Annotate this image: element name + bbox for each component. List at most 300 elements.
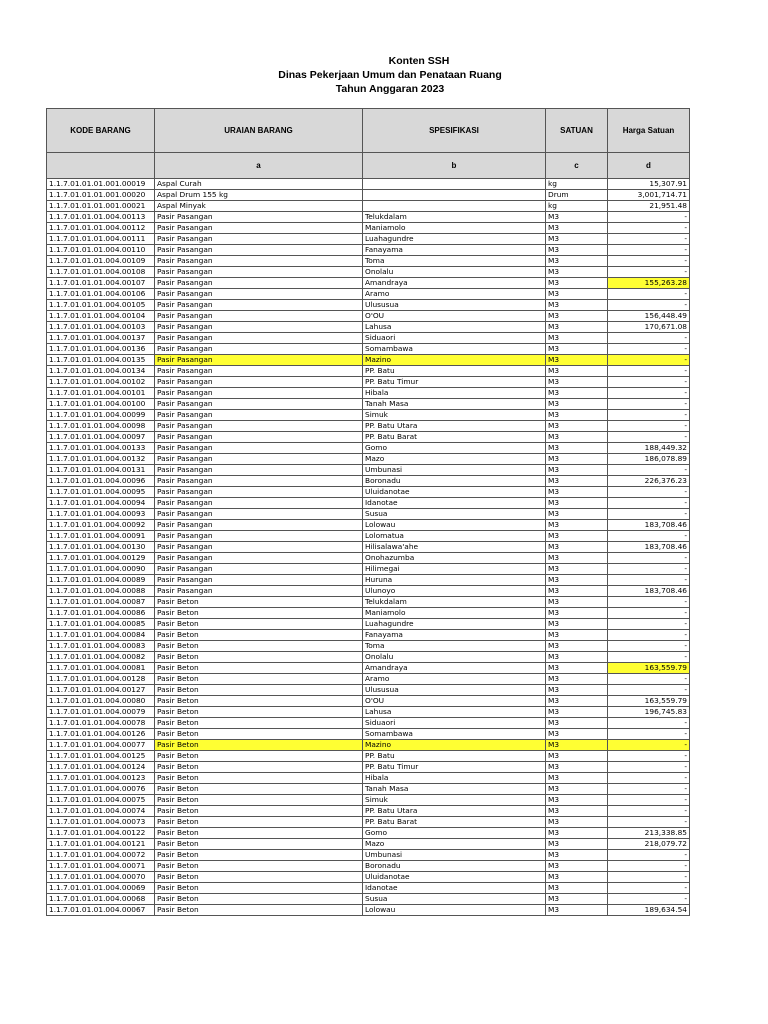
cell-harga: 15,307.91	[608, 179, 690, 190]
cell-satuan: M3	[546, 872, 608, 883]
column-letter-harga: d	[608, 153, 690, 179]
cell-uraian: Pasir Pasangan	[155, 487, 363, 498]
cell-satuan: M3	[546, 564, 608, 575]
table-row	[47, 619, 690, 630]
cell-uraian: Pasir Pasangan	[155, 531, 363, 542]
table-row	[47, 861, 690, 872]
document-header	[0, 54, 768, 96]
cell-kode: 1.1.7.01.01.01.004.00081	[47, 663, 155, 674]
cell-spesifikasi: Aramo	[363, 289, 546, 300]
cell-spesifikasi: PP. Batu Timur	[363, 762, 546, 773]
table-row	[47, 421, 690, 432]
cell-kode: 1.1.7.01.01.01.004.00110	[47, 245, 155, 256]
table-row	[47, 432, 690, 443]
cell-kode: 1.1.7.01.01.01.004.00071	[47, 861, 155, 872]
cell-uraian: Pasir Pasangan	[155, 344, 363, 355]
cell-kode: 1.1.7.01.01.01.004.00102	[47, 377, 155, 388]
cell-kode: 1.1.7.01.01.01.004.00098	[47, 421, 155, 432]
cell-uraian: Aspal Curah	[155, 179, 363, 190]
table-row	[47, 399, 690, 410]
table-body	[47, 179, 690, 916]
cell-kode: 1.1.7.01.01.01.004.00104	[47, 311, 155, 322]
cell-kode: 1.1.7.01.01.01.004.00133	[47, 443, 155, 454]
cell-satuan: M3	[546, 498, 608, 509]
cell-harga: -	[608, 333, 690, 344]
cell-spesifikasi: Hibala	[363, 388, 546, 399]
cell-spesifikasi: Hilisalawa'ahe	[363, 542, 546, 553]
cell-satuan: M3	[546, 762, 608, 773]
table-row	[47, 828, 690, 839]
ssh-price-table	[46, 108, 690, 916]
table-row	[47, 729, 690, 740]
cell-spesifikasi: Boronadu	[363, 476, 546, 487]
cell-uraian: Pasir Pasangan	[155, 542, 363, 553]
cell-spesifikasi: Somambawa	[363, 344, 546, 355]
cell-satuan: M3	[546, 773, 608, 784]
cell-harga: -	[608, 751, 690, 762]
table-row	[47, 190, 690, 201]
table-row	[47, 355, 690, 366]
cell-satuan: M3	[546, 795, 608, 806]
table-row	[47, 443, 690, 454]
cell-spesifikasi: Mazo	[363, 839, 546, 850]
table-row	[47, 652, 690, 663]
cell-satuan: M3	[546, 707, 608, 718]
cell-satuan: M3	[546, 487, 608, 498]
cell-harga: -	[608, 245, 690, 256]
cell-uraian: Pasir Beton	[155, 894, 363, 905]
cell-satuan: M3	[546, 784, 608, 795]
column-header-row	[47, 109, 690, 153]
cell-uraian: Pasir Pasangan	[155, 333, 363, 344]
cell-harga: -	[608, 861, 690, 872]
cell-spesifikasi: Lolowau	[363, 905, 546, 916]
cell-spesifikasi: Ulususua	[363, 685, 546, 696]
cell-kode: 1.1.7.01.01.01.004.00112	[47, 223, 155, 234]
cell-kode: 1.1.7.01.01.01.004.00122	[47, 828, 155, 839]
table-row	[47, 344, 690, 355]
cell-spesifikasi: Ulunoyo	[363, 586, 546, 597]
cell-uraian: Pasir Beton	[155, 619, 363, 630]
cell-spesifikasi: Mazino	[363, 740, 546, 751]
cell-harga: -	[608, 256, 690, 267]
cell-satuan: M3	[546, 608, 608, 619]
cell-uraian: Pasir Beton	[155, 872, 363, 883]
cell-kode: 1.1.7.01.01.01.004.00111	[47, 234, 155, 245]
cell-kode: 1.1.7.01.01.01.004.00132	[47, 454, 155, 465]
cell-spesifikasi: Tanah Masa	[363, 784, 546, 795]
cell-spesifikasi: Ulususua	[363, 300, 546, 311]
cell-harga: 183,708.46	[608, 586, 690, 597]
cell-uraian: Pasir Pasangan	[155, 377, 363, 388]
cell-uraian: Pasir Beton	[155, 839, 363, 850]
cell-spesifikasi: PP. Batu Barat	[363, 817, 546, 828]
cell-satuan: M3	[546, 729, 608, 740]
cell-satuan: M3	[546, 586, 608, 597]
table-row	[47, 740, 690, 751]
table-row	[47, 564, 690, 575]
cell-uraian: Pasir Pasangan	[155, 300, 363, 311]
cell-satuan: M3	[546, 344, 608, 355]
table-row	[47, 674, 690, 685]
cell-satuan: M3	[546, 850, 608, 861]
table-row	[47, 817, 690, 828]
cell-harga: -	[608, 773, 690, 784]
cell-satuan: M3	[546, 652, 608, 663]
cell-spesifikasi: Boronadu	[363, 861, 546, 872]
cell-uraian: Pasir Pasangan	[155, 223, 363, 234]
cell-harga: 186,078.89	[608, 454, 690, 465]
table-row	[47, 762, 690, 773]
cell-spesifikasi	[363, 190, 546, 201]
column-letter-row	[47, 153, 690, 179]
cell-harga: 189,634.54	[608, 905, 690, 916]
cell-spesifikasi: Uluidanotae	[363, 487, 546, 498]
cell-kode: 1.1.7.01.01.01.004.00085	[47, 619, 155, 630]
cell-uraian: Pasir Beton	[155, 740, 363, 751]
cell-kode: 1.1.7.01.01.01.004.00079	[47, 707, 155, 718]
cell-harga: -	[608, 872, 690, 883]
document-title: Konten SSH	[388, 55, 450, 67]
cell-satuan: M3	[546, 553, 608, 564]
cell-harga: -	[608, 509, 690, 520]
cell-harga: -	[608, 465, 690, 476]
cell-satuan: M3	[546, 278, 608, 289]
cell-spesifikasi: Lolomatua	[363, 531, 546, 542]
cell-kode: 1.1.7.01.01.01.004.00109	[47, 256, 155, 267]
cell-uraian: Pasir Pasangan	[155, 234, 363, 245]
cell-spesifikasi: PP. Batu	[363, 366, 546, 377]
cell-satuan: M3	[546, 751, 608, 762]
table-row	[47, 894, 690, 905]
cell-uraian: Aspal Minyak	[155, 201, 363, 212]
cell-spesifikasi: Telukdalam	[363, 212, 546, 223]
cell-spesifikasi: Fanayama	[363, 630, 546, 641]
cell-harga: -	[608, 498, 690, 509]
cell-satuan: M3	[546, 828, 608, 839]
cell-harga: -	[608, 553, 690, 564]
column-letter-spesifikasi: b	[363, 153, 546, 179]
cell-spesifikasi: Somambawa	[363, 729, 546, 740]
cell-harga: -	[608, 223, 690, 234]
table-row	[47, 663, 690, 674]
cell-satuan: M3	[546, 366, 608, 377]
cell-satuan: M3	[546, 289, 608, 300]
cell-kode: 1.1.7.01.01.01.004.00088	[47, 586, 155, 597]
cell-satuan: M3	[546, 894, 608, 905]
cell-satuan: M3	[546, 421, 608, 432]
cell-harga: 170,671.08	[608, 322, 690, 333]
cell-satuan: Drum	[546, 190, 608, 201]
cell-kode: 1.1.7.01.01.01.004.00113	[47, 212, 155, 223]
cell-harga: -	[608, 652, 690, 663]
cell-uraian: Pasir Pasangan	[155, 410, 363, 421]
cell-harga: -	[608, 410, 690, 421]
cell-uraian: Pasir Beton	[155, 817, 363, 828]
cell-uraian: Pasir Pasangan	[155, 443, 363, 454]
cell-uraian: Pasir Pasangan	[155, 289, 363, 300]
cell-spesifikasi: Toma	[363, 641, 546, 652]
cell-kode: 1.1.7.01.01.01.004.00070	[47, 872, 155, 883]
cell-harga: -	[608, 894, 690, 905]
cell-spesifikasi: Fanayama	[363, 245, 546, 256]
cell-uraian: Pasir Beton	[155, 641, 363, 652]
cell-spesifikasi	[363, 201, 546, 212]
cell-harga: 156,448.49	[608, 311, 690, 322]
cell-spesifikasi: PP. Batu Utara	[363, 421, 546, 432]
cell-uraian: Pasir Beton	[155, 696, 363, 707]
table-row	[47, 300, 690, 311]
cell-satuan: M3	[546, 454, 608, 465]
cell-harga: -	[608, 630, 690, 641]
table-row	[47, 707, 690, 718]
cell-kode: 1.1.7.01.01.01.004.00092	[47, 520, 155, 531]
cell-satuan: M3	[546, 883, 608, 894]
cell-uraian: Pasir Beton	[155, 773, 363, 784]
cell-harga: 183,708.46	[608, 520, 690, 531]
cell-kode: 1.1.7.01.01.01.004.00072	[47, 850, 155, 861]
cell-kode: 1.1.7.01.01.01.004.00087	[47, 597, 155, 608]
cell-satuan: M3	[546, 905, 608, 916]
table-row	[47, 597, 690, 608]
cell-uraian: Pasir Beton	[155, 861, 363, 872]
cell-uraian: Pasir Beton	[155, 630, 363, 641]
table-row	[47, 487, 690, 498]
cell-kode: 1.1.7.01.01.01.004.00137	[47, 333, 155, 344]
table-row	[47, 806, 690, 817]
cell-harga: -	[608, 564, 690, 575]
cell-kode: 1.1.7.01.01.01.004.00100	[47, 399, 155, 410]
table-row	[47, 388, 690, 399]
cell-kode: 1.1.7.01.01.01.004.00130	[47, 542, 155, 553]
table-row	[47, 377, 690, 388]
cell-uraian: Pasir Beton	[155, 784, 363, 795]
table-row	[47, 531, 690, 542]
table-row	[47, 795, 690, 806]
table-row	[47, 641, 690, 652]
cell-harga: -	[608, 531, 690, 542]
cell-kode: 1.1.7.01.01.01.004.00106	[47, 289, 155, 300]
cell-spesifikasi: Maniamolo	[363, 223, 546, 234]
column-header-spesifikasi: SPESIFIKASI	[363, 109, 546, 153]
cell-satuan: M3	[546, 223, 608, 234]
cell-satuan: M3	[546, 740, 608, 751]
cell-satuan: M3	[546, 212, 608, 223]
table-row	[47, 696, 690, 707]
cell-satuan: M3	[546, 641, 608, 652]
cell-uraian: Pasir Pasangan	[155, 245, 363, 256]
cell-kode: 1.1.7.01.01.01.004.00077	[47, 740, 155, 751]
cell-satuan: M3	[546, 322, 608, 333]
cell-kode: 1.1.7.01.01.01.004.00068	[47, 894, 155, 905]
table-row	[47, 784, 690, 795]
cell-satuan: kg	[546, 179, 608, 190]
cell-satuan: M3	[546, 388, 608, 399]
table-row	[47, 630, 690, 641]
cell-spesifikasi: Amandraya	[363, 663, 546, 674]
table-row	[47, 366, 690, 377]
table-row	[47, 234, 690, 245]
column-letter-uraian: a	[155, 153, 363, 179]
cell-satuan: M3	[546, 630, 608, 641]
table-row	[47, 586, 690, 597]
table-row	[47, 223, 690, 234]
cell-kode: 1.1.7.01.01.01.004.00105	[47, 300, 155, 311]
cell-spesifikasi	[363, 179, 546, 190]
table-row	[47, 553, 690, 564]
cell-harga: 183,708.46	[608, 542, 690, 553]
cell-uraian: Pasir Beton	[155, 729, 363, 740]
cell-harga: 188,449.32	[608, 443, 690, 454]
cell-uraian: Pasir Beton	[155, 707, 363, 718]
table-row	[47, 872, 690, 883]
cell-satuan: M3	[546, 509, 608, 520]
cell-satuan: M3	[546, 443, 608, 454]
cell-kode: 1.1.7.01.01.01.004.00128	[47, 674, 155, 685]
column-header-satuan: SATUAN	[546, 109, 608, 153]
cell-harga: -	[608, 784, 690, 795]
cell-satuan: M3	[546, 234, 608, 245]
cell-spesifikasi: Amandraya	[363, 278, 546, 289]
cell-satuan: kg	[546, 201, 608, 212]
table-row	[47, 410, 690, 421]
cell-uraian: Pasir Beton	[155, 762, 363, 773]
cell-spesifikasi: Gomo	[363, 828, 546, 839]
cell-harga: -	[608, 344, 690, 355]
cell-harga: -	[608, 608, 690, 619]
cell-uraian: Pasir Beton	[155, 718, 363, 729]
document-year: Tahun Anggaran 2023	[335, 83, 445, 95]
cell-kode: 1.1.7.01.01.01.004.00095	[47, 487, 155, 498]
table-row	[47, 718, 690, 729]
cell-spesifikasi: Mazo	[363, 454, 546, 465]
cell-kode: 1.1.7.01.01.01.004.00091	[47, 531, 155, 542]
cell-spesifikasi: Susua	[363, 894, 546, 905]
cell-spesifikasi: PP. Batu	[363, 751, 546, 762]
column-letter-satuan: c	[546, 153, 608, 179]
cell-harga: -	[608, 795, 690, 806]
cell-satuan: M3	[546, 399, 608, 410]
cell-uraian: Pasir Beton	[155, 608, 363, 619]
cell-uraian: Pasir Beton	[155, 652, 363, 663]
cell-spesifikasi: Siduaori	[363, 718, 546, 729]
cell-harga: -	[608, 740, 690, 751]
cell-satuan: M3	[546, 861, 608, 872]
cell-spesifikasi: PP. Batu Utara	[363, 806, 546, 817]
cell-kode: 1.1.7.01.01.01.004.00084	[47, 630, 155, 641]
cell-satuan: M3	[546, 575, 608, 586]
cell-harga: -	[608, 685, 690, 696]
cell-uraian: Pasir Beton	[155, 795, 363, 806]
cell-uraian: Pasir Beton	[155, 905, 363, 916]
table-row	[47, 542, 690, 553]
cell-spesifikasi: Simuk	[363, 410, 546, 421]
table-row	[47, 267, 690, 278]
cell-satuan: M3	[546, 267, 608, 278]
cell-spesifikasi: Simuk	[363, 795, 546, 806]
cell-uraian: Pasir Beton	[155, 597, 363, 608]
cell-spesifikasi: Idanotae	[363, 883, 546, 894]
cell-harga: -	[608, 729, 690, 740]
cell-kode: 1.1.7.01.01.01.004.00086	[47, 608, 155, 619]
cell-spesifikasi: Luahagundre	[363, 619, 546, 630]
cell-kode: 1.1.7.01.01.01.004.00108	[47, 267, 155, 278]
table-row	[47, 685, 690, 696]
cell-uraian: Pasir Pasangan	[155, 432, 363, 443]
table-row	[47, 520, 690, 531]
cell-uraian: Pasir Pasangan	[155, 421, 363, 432]
cell-spesifikasi: Onolalu	[363, 267, 546, 278]
table-row	[47, 476, 690, 487]
cell-uraian: Pasir Beton	[155, 850, 363, 861]
cell-harga: 3,001,714.71	[608, 190, 690, 201]
cell-uraian: Pasir Pasangan	[155, 509, 363, 520]
cell-satuan: M3	[546, 685, 608, 696]
cell-spesifikasi: Maniamolo	[363, 608, 546, 619]
table-row	[47, 850, 690, 861]
table-row	[47, 839, 690, 850]
cell-uraian: Pasir Pasangan	[155, 311, 363, 322]
cell-spesifikasi: Aramo	[363, 674, 546, 685]
cell-kode: 1.1.7.01.01.01.004.00074	[47, 806, 155, 817]
cell-kode: 1.1.7.01.01.01.004.00121	[47, 839, 155, 850]
table-row	[47, 311, 690, 322]
cell-harga: -	[608, 487, 690, 498]
cell-kode: 1.1.7.01.01.01.001.00020	[47, 190, 155, 201]
cell-satuan: M3	[546, 333, 608, 344]
cell-kode: 1.1.7.01.01.01.004.00073	[47, 817, 155, 828]
cell-spesifikasi: Tanah Masa	[363, 399, 546, 410]
cell-harga: -	[608, 399, 690, 410]
table-row	[47, 454, 690, 465]
cell-kode: 1.1.7.01.01.01.004.00093	[47, 509, 155, 520]
cell-satuan: M3	[546, 245, 608, 256]
cell-satuan: M3	[546, 432, 608, 443]
table-row	[47, 201, 690, 212]
cell-harga: -	[608, 762, 690, 773]
cell-harga: -	[608, 883, 690, 894]
cell-harga: -	[608, 641, 690, 652]
cell-spesifikasi: O'OU	[363, 696, 546, 707]
cell-spesifikasi: Onohazumba	[363, 553, 546, 564]
cell-satuan: M3	[546, 300, 608, 311]
cell-uraian: Aspal Drum 155 kg	[155, 190, 363, 201]
cell-uraian: Pasir Pasangan	[155, 476, 363, 487]
cell-harga: -	[608, 575, 690, 586]
cell-uraian: Pasir Pasangan	[155, 465, 363, 476]
cell-spesifikasi: Luahagundre	[363, 234, 546, 245]
cell-uraian: Pasir Pasangan	[155, 454, 363, 465]
cell-kode: 1.1.7.01.01.01.004.00075	[47, 795, 155, 806]
cell-satuan: M3	[546, 542, 608, 553]
cell-uraian: Pasir Pasangan	[155, 498, 363, 509]
cell-uraian: Pasir Pasangan	[155, 267, 363, 278]
cell-satuan: M3	[546, 531, 608, 542]
cell-uraian: Pasir Pasangan	[155, 366, 363, 377]
cell-spesifikasi: Idanotae	[363, 498, 546, 509]
cell-uraian: Pasir Beton	[155, 751, 363, 762]
column-header-kode: KODE BARANG	[47, 109, 155, 153]
cell-harga: -	[608, 674, 690, 685]
cell-kode: 1.1.7.01.01.01.004.00129	[47, 553, 155, 564]
cell-harga: 163,559.79	[608, 696, 690, 707]
cell-uraian: Pasir Pasangan	[155, 322, 363, 333]
cell-spesifikasi: Lolowau	[363, 520, 546, 531]
cell-satuan: M3	[546, 410, 608, 421]
cell-spesifikasi: Gomo	[363, 443, 546, 454]
cell-spesifikasi: Umbunasi	[363, 465, 546, 476]
cell-uraian: Pasir Pasangan	[155, 575, 363, 586]
